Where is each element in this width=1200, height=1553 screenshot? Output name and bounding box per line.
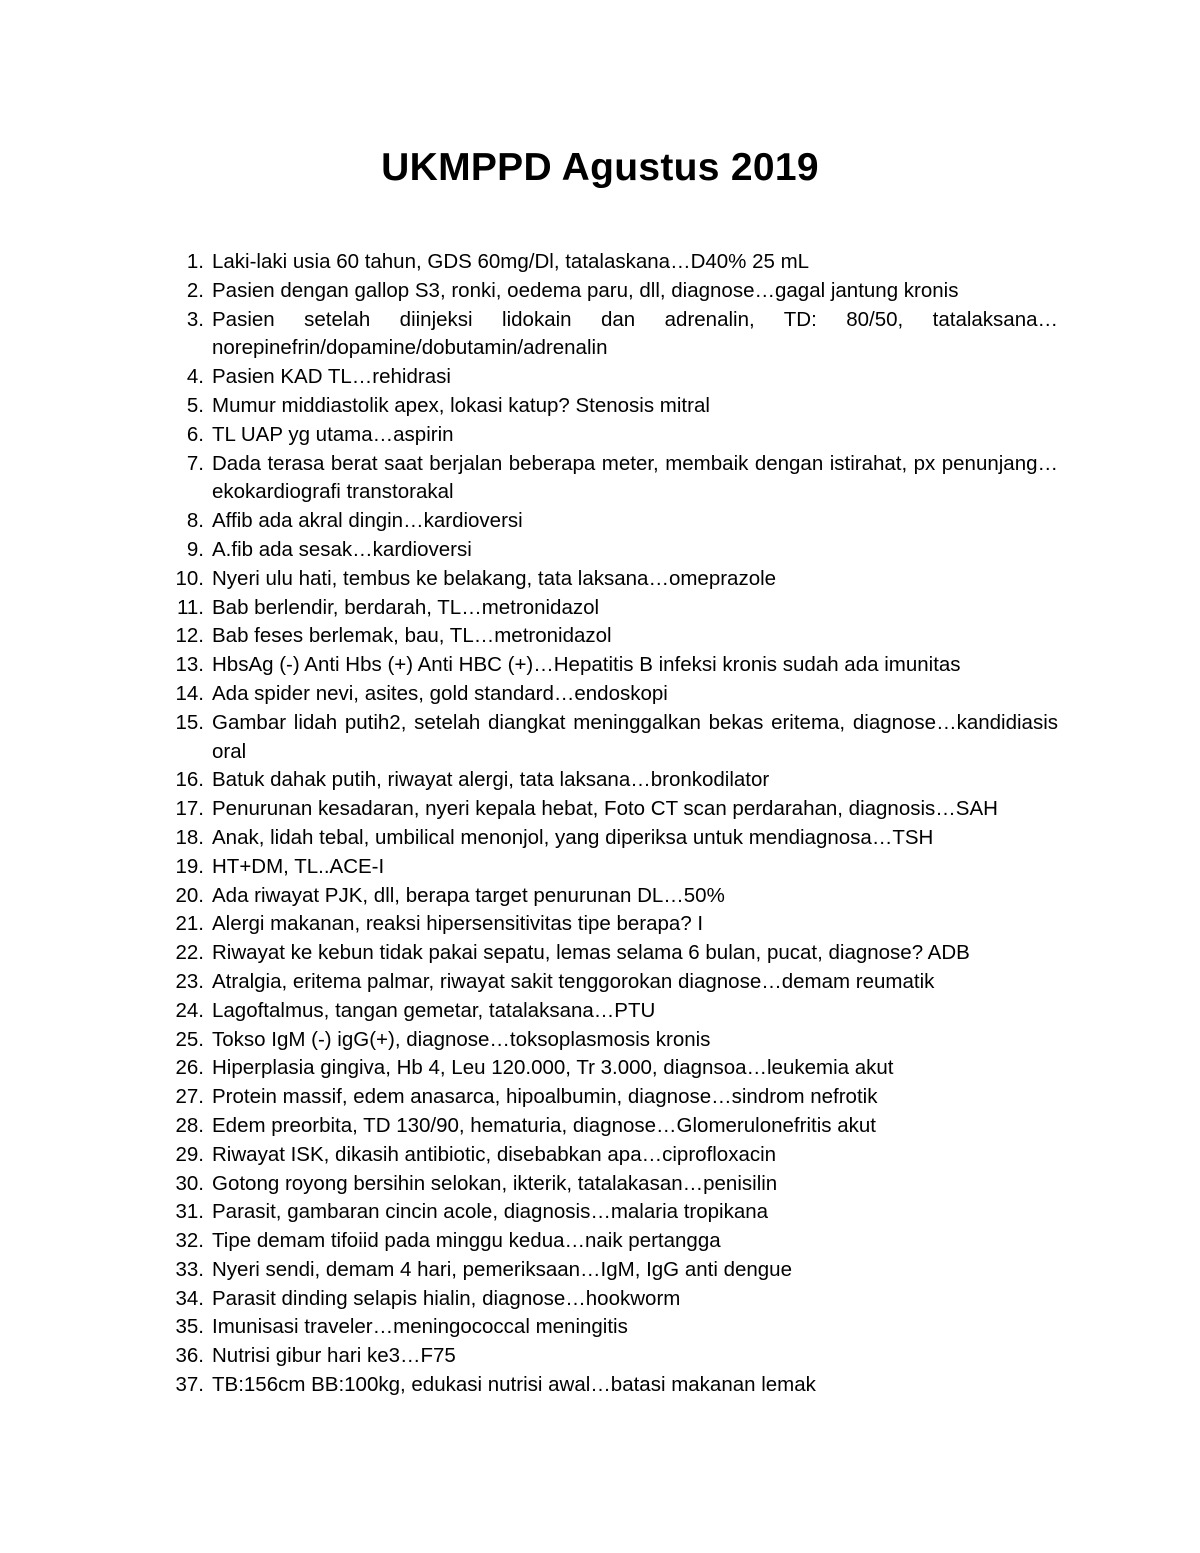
list-item-text: Riwayat ISK, dikasih antibiotic, disebabkan apa…ciprofloxacin — [212, 1142, 777, 1166]
list-item — [160, 651, 1058, 680]
list-item-number: 14. — [175, 681, 204, 705]
list-item-number: 8. — [186, 509, 204, 533]
list-item-text: Pasien setelah diinjeksi lidokain dan adrenalin, TD: 80/50, tatalaksana…norepinefrin/dopamine/dobutamin/adrenalin — [212, 307, 1058, 360]
list-item — [160, 824, 1058, 853]
list-item-number: 28. — [175, 1113, 204, 1137]
list-item-number: 11. — [177, 595, 204, 619]
list-item-text: Atralgia, eritema palmar, riwayat sakit tenggorokan diagnose…demam reumatik — [212, 969, 935, 993]
list-item-number: 33. — [175, 1257, 204, 1281]
list-item — [160, 680, 1058, 709]
list-item-number: 16. — [175, 768, 204, 792]
list-item-number: 12. — [175, 624, 204, 648]
list-item — [160, 766, 1058, 795]
list-item-text: Affib ada akral dingin…kardioversi — [212, 509, 523, 533]
list-item — [160, 248, 1058, 277]
list-item-text: Pasien dengan gallop S3, ronki, oedema paru, dll, diagnose…gagal jantung kronis — [212, 278, 959, 302]
list-item-text: Riwayat ke kebun tidak pakai sepatu, lemas selama 6 bulan, pucat, diagnose? ADB — [212, 941, 970, 965]
list-item-number: 4. — [186, 365, 204, 389]
list-item-text: Batuk dahak putih, riwayat alergi, tata laksana…bronkodilator — [212, 768, 770, 792]
list-item — [160, 1112, 1058, 1141]
list-item-text: Gotong royong bersihin selokan, ikterik, tatalakasan…penisilin — [212, 1171, 778, 1195]
list-item-number: 5. — [186, 393, 204, 417]
list-item — [160, 1170, 1058, 1199]
list-item-text: Lagoftalmus, tangan gemetar, tatalaksana…PTU — [212, 998, 656, 1022]
list-item-text: Nyeri sendi, demam 4 hari, pemeriksaan…IgM, IgG anti dengue — [212, 1257, 792, 1281]
list-item — [160, 939, 1058, 968]
list-item-text: Laki-laki usia 60 tahun, GDS 60mg/Dl, tatalaskana…D40% 25 mL — [212, 250, 810, 273]
list-item — [160, 1227, 1058, 1256]
list-item-number: 1. — [186, 250, 204, 273]
list-item-text: Tokso IgM (-) igG(+), diagnose…toksoplasmosis kronis — [212, 1027, 711, 1051]
list-item-text: Parasit, gambaran cincin acole, diagnosis…malaria tropikana — [212, 1200, 769, 1224]
list-item-text: Imunisasi traveler…meningococcal meningitis — [212, 1315, 628, 1339]
list-item-text: Ada spider nevi, asites, gold standard…endoskopi — [212, 681, 668, 705]
list-item — [160, 594, 1058, 623]
list-item — [160, 277, 1058, 306]
list-item — [160, 709, 1058, 767]
list-item-text: Protein massif, edem anasarca, hipoalbumin, diagnose…sindrom nefrotik — [212, 1085, 878, 1109]
list-item-number: 10. — [175, 566, 204, 590]
list-item-number: 25. — [175, 1027, 204, 1051]
page-title: UKMPPD Agustus 2019 — [381, 146, 819, 189]
list-item-number: 32. — [175, 1229, 204, 1253]
list-item — [160, 1141, 1058, 1170]
list-item — [160, 1313, 1058, 1342]
list-item — [160, 363, 1058, 392]
list-item-text: Dada terasa berat saat berjalan beberapa meter, membaik dengan istirahat, px penunjang…ekokardiografi transtorakal — [212, 451, 1058, 504]
list-item-text: Hiperplasia gingiva, Hb 4, Leu 120.000, Tr 3.000, diagnsoa…leukemia akut — [212, 1056, 894, 1080]
list-item-number: 2. — [186, 278, 204, 302]
list-item-number: 31. — [175, 1200, 204, 1224]
list-item-text: Ada riwayat PJK, dll, berapa target penurunan DL…50% — [212, 883, 725, 907]
list-item — [160, 1083, 1058, 1112]
list-item — [160, 1342, 1058, 1371]
list-item-number: 3. — [186, 307, 204, 331]
list-item — [160, 536, 1058, 565]
list-item-text: TL UAP yg utama…aspirin — [212, 422, 454, 446]
list-item-number: 21. — [175, 912, 204, 936]
list-item-number: 18. — [175, 825, 204, 849]
list-item — [160, 910, 1058, 939]
list-item-text: Alergi makanan, reaksi hipersensitivitas tipe berapa? I — [212, 912, 704, 936]
list-item-number: 27. — [175, 1085, 204, 1109]
list-item — [160, 1198, 1058, 1227]
list-item — [160, 392, 1058, 421]
list-item-number: 30. — [175, 1171, 204, 1195]
list-item — [160, 1256, 1058, 1285]
list-item — [160, 968, 1058, 997]
list-item-number: 37. — [175, 1373, 204, 1397]
list-item-text: Bab feses berlemak, bau, TL…metronidazol — [212, 624, 612, 648]
list-item-number: 9. — [186, 537, 204, 561]
list-item — [160, 853, 1058, 882]
list-item-number: 29. — [175, 1142, 204, 1166]
list-item-number: 13. — [175, 653, 204, 677]
list-item — [160, 1371, 1058, 1400]
list-item-number: 22. — [175, 941, 204, 965]
list-item-number: 20. — [175, 883, 204, 907]
list-item-number: 34. — [175, 1286, 204, 1310]
list-item — [160, 882, 1058, 911]
list-item — [160, 450, 1058, 508]
list-item-number: 7. — [186, 451, 204, 475]
list-item — [160, 1285, 1058, 1314]
list-item — [160, 1026, 1058, 1055]
list-item-number: 36. — [175, 1344, 204, 1368]
list-item-number: 24. — [175, 998, 204, 1022]
list-item-text: Nyeri ulu hati, tembus ke belakang, tata laksana…omeprazole — [212, 566, 777, 590]
list-item-text: Mumur middiastolik apex, lokasi katup? Stenosis mitral — [212, 393, 710, 417]
question-list — [160, 248, 1058, 1400]
list-item — [160, 795, 1058, 824]
list-item-number: 17. — [175, 797, 204, 821]
list-item — [160, 622, 1058, 651]
list-item-text: Bab berlendir, berdarah, TL…metronidazol — [212, 595, 600, 619]
list-item — [160, 1054, 1058, 1083]
list-item-text: A.fib ada sesak…kardioversi — [212, 537, 472, 561]
list-item-number: 6. — [186, 422, 204, 446]
list-item-text: HbsAg (-) Anti Hbs (+) Anti HBC (+)…Hepatitis B infeksi kronis sudah ada imunitas — [212, 653, 961, 677]
list-item-text: Parasit dinding selapis hialin, diagnose…hookworm — [212, 1286, 681, 1310]
list-item — [160, 421, 1058, 450]
list-item — [160, 507, 1058, 536]
list-item-text: Tipe demam tifoiid pada minggu kedua…naik pertangga — [212, 1229, 721, 1253]
list-item-number: 35. — [175, 1315, 204, 1339]
list-item-text: TB:156cm BB:100kg, edukasi nutrisi awal…batasi makanan lemak — [212, 1373, 816, 1397]
list-item-number: 15. — [175, 710, 204, 734]
list-item-text: Anak, lidah tebal, umbilical menonjol, yang diperiksa untuk mendiagnosa…TSH — [212, 825, 934, 849]
list-item-number: 23. — [175, 969, 204, 993]
list-item — [160, 997, 1058, 1026]
list-item — [160, 306, 1058, 364]
list-item-text: HT+DM, TL..ACE-I — [212, 854, 385, 878]
list-item — [160, 565, 1058, 594]
list-item-number: 26. — [175, 1056, 204, 1080]
list-item-text: Penurunan kesadaran, nyeri kepala hebat, Foto CT scan perdarahan, diagnosis…SAH — [212, 797, 998, 821]
list-item-text: Gambar lidah putih2, setelah diangkat meninggalkan bekas eritema, diagnose…kandidiasis oral — [212, 710, 1058, 763]
list-item-text: Nutrisi gibur hari ke3…F75 — [212, 1344, 456, 1368]
list-item-text: Edem preorbita, TD 130/90, hematuria, diagnose…Glomerulonefritis akut — [212, 1113, 876, 1137]
list-item-text: Pasien KAD TL…rehidrasi — [212, 365, 451, 389]
list-item-number: 19. — [175, 854, 204, 878]
